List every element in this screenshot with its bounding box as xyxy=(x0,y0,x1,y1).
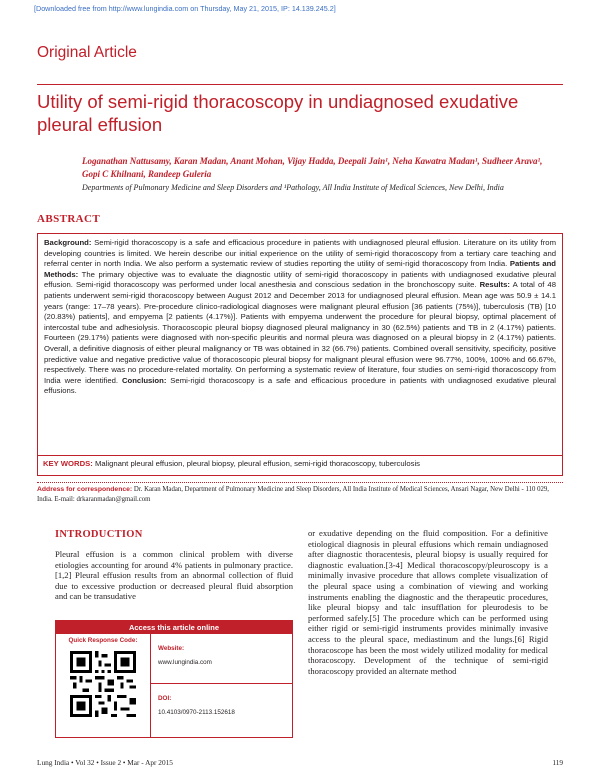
abstract-methods-label: Patients and Methods: xyxy=(44,259,556,279)
correspondence-text: Dr. Karan Madan, Department of Pulmonary Medicine and Sleep Disorders, All India Institute of Medical Sciences, Ansari Nagar, New Delhi - 110 029, India. E-mail: drkaranmadan@gmail.com xyxy=(37,486,549,503)
journal-citation: Lung India • Vol 32 • Issue 2 • Mar - Apr 2015 xyxy=(37,758,173,767)
title-divider xyxy=(37,84,563,85)
access-box-separator xyxy=(151,683,293,684)
introduction-heading: INTRODUCTION xyxy=(55,529,143,540)
doi-value[interactable]: 10.4103/0970-2113.152618 xyxy=(158,709,235,716)
section-label: Original Article xyxy=(37,44,137,61)
correspondence-label: Address for correspondence: xyxy=(37,486,133,493)
keywords-divider xyxy=(37,455,563,456)
abstract-background-text: Semi-rigid thoracoscopy is a safe and efficacious procedure in patients with undiagnosed pleural effusion. Literature on its utility from developing countries is limited. We herein describe our initial experience on the utility of semi-rigid thoracoscopy from a tertiary care teaching and referral center in north India. We also perform a systematic review of studies reporting the utility of semi-rigid thoracoscopy from India. xyxy=(44,238,556,269)
keywords xyxy=(43,459,558,468)
keywords-label: KEY WORDS: xyxy=(43,459,93,468)
abstract-conclusion-label: Conclusion: xyxy=(121,375,167,385)
introduction-left-column: Pleural effusion is a common clinical problem with diverse etiologies accounting for around 4% patients in pulmonary practice.[1,2] Pleural effusion results from an abnormal collection of fluid due to excessive production or decreased pleural fluid absorption and can be transudative xyxy=(55,549,293,602)
access-online-heading: Access this article online xyxy=(56,621,292,634)
abstract-results-label: Results: xyxy=(479,280,510,290)
access-online-box xyxy=(55,620,293,738)
doi-label: DOI: xyxy=(158,695,172,702)
keywords-text: Malignant pleural effusion, pleural biopsy, pleural effusion, semi-rigid thoracoscopy, tuberculosis xyxy=(92,459,421,468)
abstract-results-text: A total of 48 patients underwent semi-rigid thoracoscopy between August 2012 and December 2013 for undiagnosed pleural effusion. Mean age was 50.9 ± 14.1 years (range: 17–78 years). Pre-procedure clinico-radiological diagnoses were malignant pleural effusion [36 patients (75%)], tuberculosis (TB) [10 (20.83%) patients], and empyema [2 patients (4.17%)]. Patients with empyema underwent the procedure for pleural biopsy, optimal placement of intercostal tube and adhesiolysis. Thoracoscopic pleural biopsy diagnosed pleural malignancy in 30 (62.5%) patients and TB in 2 (4.17%) patients. Fourteen (29.17%) patients were diagnosed with non-specific pleuritis and normal pleura was diagnosed on a pleural biopsy in 2 (4.17%) patients. Overall, a definitive diagnosis of either pleural malignancy or TB was obtained in 32 (66.7%) patients. Combined overall sensitivity, specificity, positive predictive value and negative predictive value of thoracoscopic pleural biopsy for malignant pleural effusion were 96.77%, 100%, 100% and 66.67%, respectively. There was no procedure-related mortality. On performing a systematic review of literature, four studies on semi-rigid thoracoscopy from India were identified. xyxy=(44,280,556,385)
access-box-divider xyxy=(150,634,151,738)
article-title: Utility of semi-rigid thoracoscopy in undiagnosed exudative pleural effusion xyxy=(37,91,519,135)
affiliation: Departments of Pulmonary Medicine and Sleep Disorders and ¹Pathology, All India Institute of Medical Sciences, New Delhi, India xyxy=(82,183,504,192)
correspondence-divider xyxy=(37,482,563,483)
qr-code-icon xyxy=(70,651,136,717)
abstract-heading: ABSTRACT xyxy=(37,213,101,225)
introduction-right-column: or exudative depending on the fluid composition. For a definitive etiological diagnosis in pleural effusions which remain undiagnosed after diagnostic thoracentesis, pleural biopsy is usually required for diagnostic evaluation.[3-4] Medical thoracoscopy/pleuroscopy is a minimally invasive procedure that allows complete visualization of the pleural space using a combination of viewing and working instruments enabling the diagnostic and the therapeutic procedures, like pleural biopsy and talc insufflation for pleurodesis to be performed safely.[5] The procedure which can be performed using either rigid or semi-rigid instruments provides minimally invasive access to the pleural space, mediastinum and the lungs.[6] Rigid thoracoscope has been the most widely utilized modality for medical thoracoscopy. Development of the technique of semi-rigid thoracoscopy provided an alternate method xyxy=(308,528,548,676)
correspondence xyxy=(37,485,563,504)
abstract-box xyxy=(37,233,563,476)
download-note: [Downloaded free from http://www.lungindia.com on Thursday, May 21, 2015, IP: 14.139.245.2] xyxy=(34,4,336,13)
website-link[interactable]: www.lungindia.com xyxy=(158,659,212,666)
page-footer xyxy=(37,758,563,767)
abstract-conclusion-text: Semi-rigid thoracoscopy is a safe and efficacious procedure in patients with undiagnosed exudative pleural effusions. xyxy=(44,375,556,396)
page-number: 119 xyxy=(552,758,563,767)
abstract-background-label: Background: xyxy=(44,238,92,247)
author-list: Loganathan Nattusamy, Karan Madan, Anant Mohan, Vijay Hadda, Deepali Jain¹, Neha Kawatra Madan¹, Sudheer Arava¹, Gopi C Khilnani, Randeep Guleria xyxy=(82,156,543,179)
qr-label: Quick Response Code: xyxy=(68,637,138,644)
website-label: Website: xyxy=(158,645,185,652)
abstract-methods-text: The primary objective was to evaluate the diagnostic utility of semi-rigid thoracoscopy in patients with undiagnosed exudative pleural effusion. Semi-rigid thoracoscopy was performed under local anesthesia and conscious sedation in the bronchoscopy suite. xyxy=(44,269,556,290)
abstract-text xyxy=(44,238,556,397)
